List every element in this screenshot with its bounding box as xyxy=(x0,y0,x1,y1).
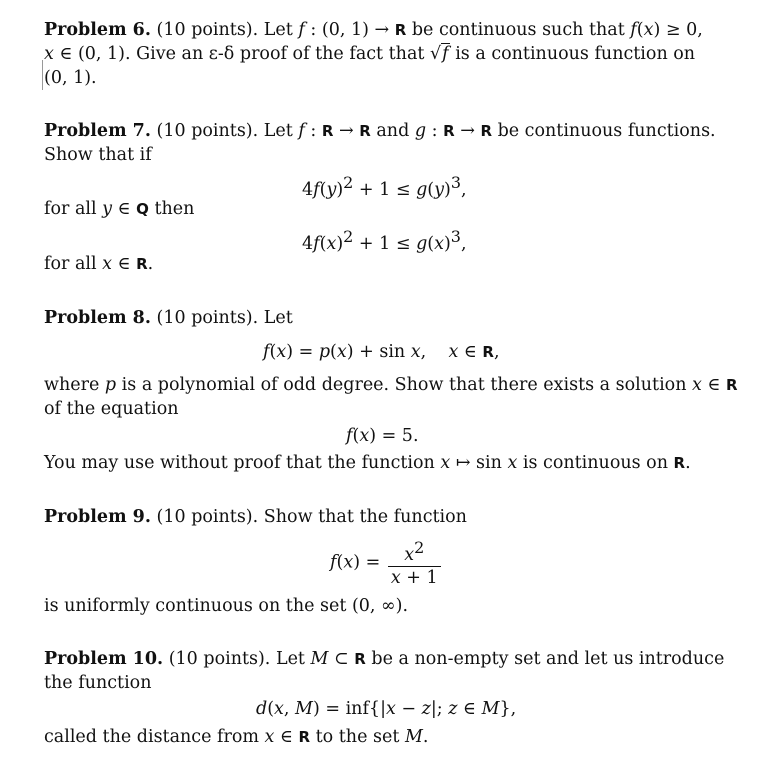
problem-8-points: (10 points). xyxy=(156,308,259,328)
problem-9-points: (10 points). xyxy=(156,507,259,527)
problem-7-equation-2: $4f(x)^2 + 1 \le g(x)^3$, xyxy=(302,227,467,254)
problem-8-title: Problem 8. xyxy=(44,308,151,328)
problem-9-title: Problem 9. xyxy=(44,507,151,527)
problem-8-equation-1: f(x) = p(x) + sin x, x ∈ R, xyxy=(263,342,500,362)
problem-7-line-3: for all y ∈ Q then xyxy=(44,199,195,219)
problem-9-equation: f(x) = $\frac{x^2}{x + 1}$ xyxy=(330,538,443,588)
problem-6-line-1: Problem 6. (10 points). Let f : (0, 1) → R be continuous such that f(x) ≥ 0, xyxy=(44,20,703,40)
problem-10-line-3: called the distance from x ∈ R to the set M. xyxy=(44,727,429,747)
scan-edge-mark xyxy=(42,60,43,90)
problem-9-line-2: is uniformly continuous on the set (0, ∞). xyxy=(44,596,409,616)
problem-7-title: Problem 7. xyxy=(44,121,151,141)
problem-8-line-3: of the equation xyxy=(44,399,179,419)
problem-6-title: Problem 6. xyxy=(44,20,151,40)
problem-6-line-3: (0, 1). xyxy=(44,68,97,88)
problem-9-line-1: Problem 9. (10 points). Show that the function xyxy=(44,507,467,527)
problem-6-line-2: x ∈ (0, 1). Give an ε-δ proof of the fact that √f is a continuous function on xyxy=(44,44,696,64)
problem-10-line-2: the function xyxy=(44,673,152,693)
problem-6-points: (10 points). xyxy=(156,20,259,40)
problem-10-equation: d(x, M) = inf{|x − z|; z ∈ M}, xyxy=(256,699,517,719)
problem-10-title: Problem 10. xyxy=(44,649,164,669)
problem-10-line-1: Problem 10. (10 points). Let M ⊂ R be a non-empty set and let us introduce xyxy=(44,649,725,669)
problem-8-equation-2: f(x) = 5. xyxy=(346,426,419,446)
problem-7-points: (10 points). xyxy=(156,121,259,141)
problem-7-line-4: for all x ∈ R. xyxy=(44,254,154,274)
problem-7-line-1: Problem 7. (10 points). Let f : R → R and g : R → R be continuous functions. xyxy=(44,121,716,141)
problem-7-line-2: Show that if xyxy=(44,145,152,165)
problem-10-points: (10 points). xyxy=(168,649,271,669)
problem-8-line-1: Problem 8. (10 points). Let xyxy=(44,308,293,328)
problem-8-line-4: You may use without proof that the function x ↦ sin x is continuous on R. xyxy=(44,453,691,473)
problem-8-line-2: where p is a polynomial of odd degree. Show that there exists a solution x ∈ R xyxy=(44,375,738,395)
problem-7-equation-1: $4f(y)^2 + 1 \le g(y)^3$, xyxy=(302,173,467,200)
